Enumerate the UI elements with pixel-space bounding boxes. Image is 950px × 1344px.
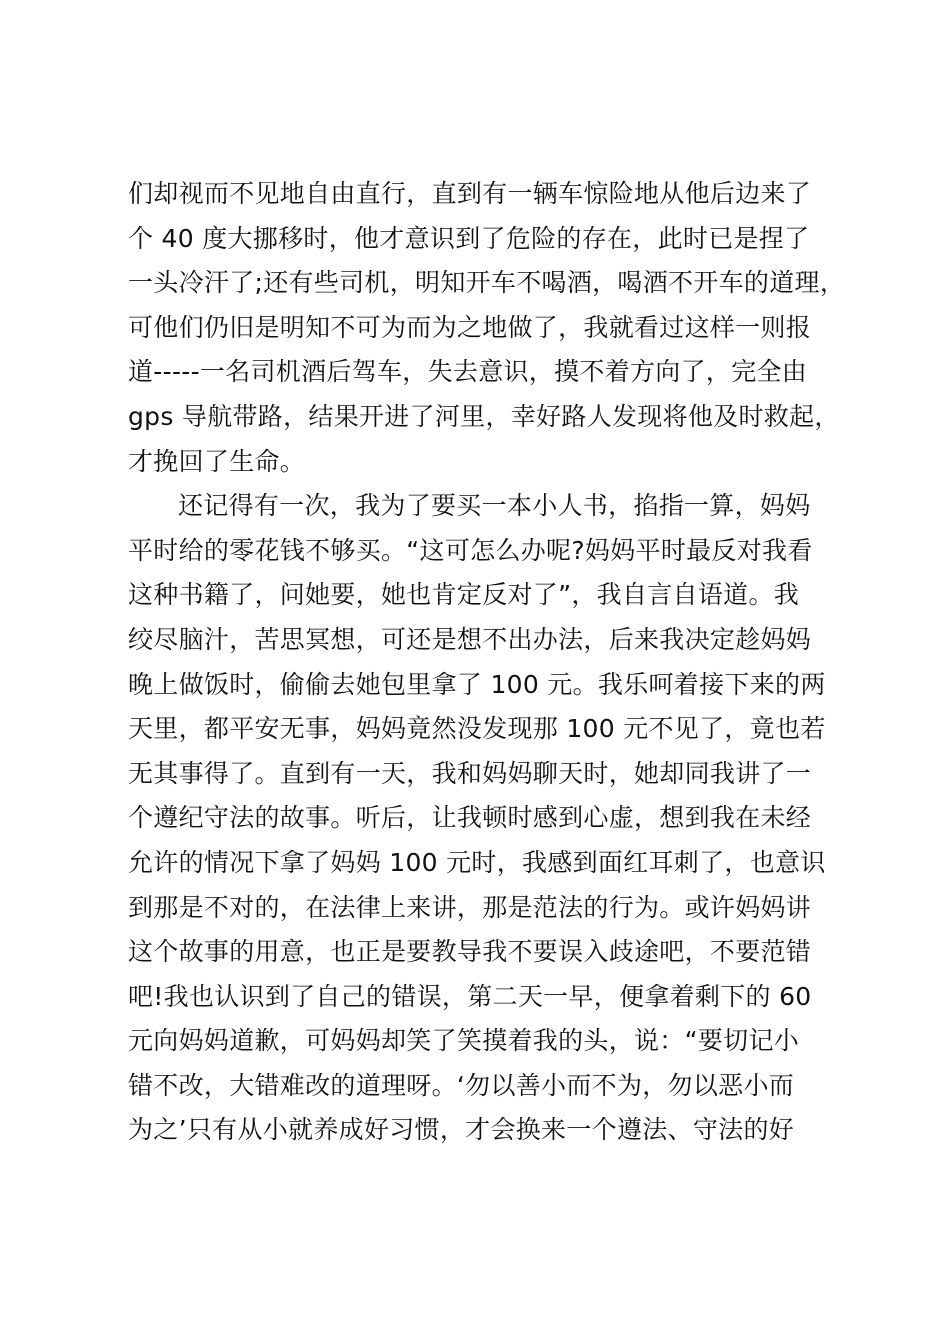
text-line: 平时给的零花钱不够买。“这可怎么办呢?妈妈平时最反对我看 xyxy=(128,535,813,565)
paragraph-1 xyxy=(128,172,868,484)
text-line: 为之’只有从小就养成好习惯，才会换来一个遵法、守法的好 xyxy=(128,1115,795,1145)
body-text xyxy=(128,172,868,1153)
text-line: 绞尽脑汁，苦思冥想，可还是想不出办法，后来我决定趁妈妈 xyxy=(128,624,812,654)
text-line: 才挽回了生命。 xyxy=(128,446,306,476)
text-line: 无其事得了。直到有一天，我和妈妈聊天时，她却同我讲了一 xyxy=(128,758,812,788)
text-line: 个 40 度大挪移时，他才意识到了危险的存在，此时已是捏了 xyxy=(128,223,810,253)
text-line: 晚上做饭时，偷偷去她包里拿了 100 元。我乐呵着接下来的两 xyxy=(128,669,826,699)
text-line: 元向妈妈道歉，可妈妈却笑了笑摸着我的头，说：“要切记小 xyxy=(128,1026,800,1056)
text-line: gps 导航带路，结果开进了河里，幸好路人发现将他及时救起， xyxy=(128,401,840,431)
text-line: 吧!我也认识到了自己的错误，第二天一早，便拿着剩下的 60 xyxy=(128,981,812,1011)
text-line: 到那是不对的，在法律上来讲，那是范法的行为。或许妈妈讲 xyxy=(128,892,812,922)
paragraph-2 xyxy=(128,484,868,1153)
text-line: 道-----一名司机酒后驾车，失去意识，摸不着方向了，完全由 xyxy=(128,357,808,387)
text-line: 这种书籍了，问她要，她也肯定反对了”，我自言自语道。我 xyxy=(128,580,800,610)
text-line: 们却视而不见地自由直行，直到有一辆车惊险地从他后边来了 xyxy=(128,179,812,208)
text-line: 可他们仍旧是明知不可为而为之地做了，我就看过这样一则报 xyxy=(128,312,812,342)
text-line: 一头冷汗了;还有些司机，明知开车不喝酒，喝酒不开车的道理， xyxy=(128,268,846,298)
text-line-indented: 还记得有一次，我为了要买一本小人书，掐指一算，妈妈 xyxy=(178,491,811,521)
text-line: 错不改，大错难改的道理呀。‘勿以善小而不为，勿以恶小而 xyxy=(128,1070,795,1100)
text-line: 个遵纪守法的故事。听后，让我顿时感到心虚，想到我在未经 xyxy=(128,803,812,833)
text-line: 这个故事的用意，也正是要教导我不要误入歧途吧，不要范错 xyxy=(128,937,812,967)
text-line: 允许的情况下拿了妈妈 100 元时，我感到面红耳刺了，也意识 xyxy=(128,847,826,877)
text-line: 天里，都平安无事，妈妈竟然没发现那 100 元不见了，竟也若 xyxy=(128,714,826,744)
